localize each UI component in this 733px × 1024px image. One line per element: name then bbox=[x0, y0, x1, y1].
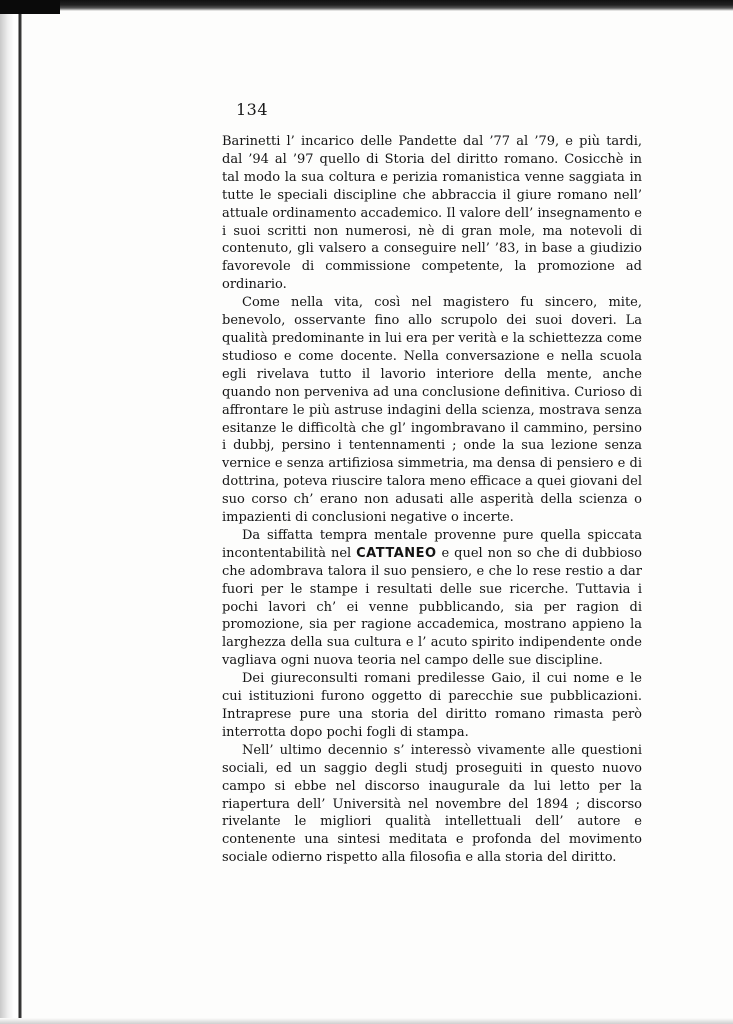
scan-bottom-edge bbox=[0, 1018, 733, 1024]
paragraph-3-text-before: Da siffatta tempra mentale provenne pure quella spiccata incontentabilità nel bbox=[222, 527, 642, 561]
paragraph-3-text-after: e quel non so che di dubbioso che adombrava talora il suo pensiero, e che lo rese restio a dar fuori per le stampe i resultati delle sue ricerche. Tuttavia i pochi lavori ch’ ei venne pubblicando, sia per ragion di promozione, sia per ragione accademica, mostrano appieno la larghezza della sua cultura e l’ acuto spirito indipendente onde vagliava ogni nuova teoria nel campo delle sue discipline. bbox=[222, 545, 642, 669]
scan-top-edge bbox=[0, 0, 733, 14]
paragraph-5: Nell’ ultimo decennio s’ interessò vivamente alle questioni sociali, ed un saggio degli studj proseguiti in questo nuovo campo si ebbe nel discorso inaugurale da lui letto per la riapertura dell’ Università nel novembre del 1894 ; discorso rivelante le migliori qualità intellettuali dell’ autore e contenente una sintesi meditata e profonda del movimento sociale odierno rispetto alla filosofia e alla storia del diritto. bbox=[222, 742, 642, 866]
page-number: 134 bbox=[236, 100, 269, 119]
paragraph-3 bbox=[222, 527, 642, 670]
paragraph-2: Come nella vita, così nel magistero fu sincero, mite, benevolo, osservante fino allo scrupolo dei suoi doveri. La qualità predominante in lui era per verità e la schiettezza come studioso e come docente. Nella conversazione e nella scuola egli rivelava tutto il lavorio interiore della mente, anche quando non perveniva ad una conclusione definitiva. Curioso di affrontare le più astruse indagini della scienza, mostrava senza esitanze le difficoltà che gl’ ingombravano il cammino, persino i dubbj, persino i tentennamenti ; onde la sua lezione senza vernice e senza artifiziosa simmetria, ma densa di pensiero e di dottrina, poteva riuscire talora meno efficace a quei giovani del suo corso ch’ erano non adusati alle asperità della scienza o impazienti di conclusioni negative o incerte. bbox=[222, 295, 642, 526]
scan-left-edge bbox=[0, 0, 26, 1024]
paragraph-4: Dei giureconsulti romani predilesse Gaio, il cui nome e le cui istituzioni furono oggetto di parecchie sue pubblicazioni. Intraprese pure una storia del diritto romano rimasta però interrotta dopo pochi fogli di stampa. bbox=[222, 671, 642, 740]
scan-corner-shadow bbox=[0, 0, 60, 14]
surname-cattaneo: CATTANEO bbox=[356, 545, 437, 561]
body-text bbox=[222, 133, 642, 867]
paragraph-1: Barinetti l’ incarico delle Pandette dal ’77 al ’79, e più tardi, dal ’94 al ’97 quello di Storia del diritto romano. Cosicchè in tal modo la sua coltura e perizia romanistica venne saggiata in tutte le speciali discipline che abbraccia il giure romano nell’ attuale ordinamento accademico. Il valore dell’ insegnamento e i suoi scritti non numerosi, nè di gran mole, ma notevoli di contenuto, gli valsero a conseguire nell’ ’83, in base a giudizio favorevole di commissione competente, la promozione ad ordinario. bbox=[222, 134, 642, 293]
